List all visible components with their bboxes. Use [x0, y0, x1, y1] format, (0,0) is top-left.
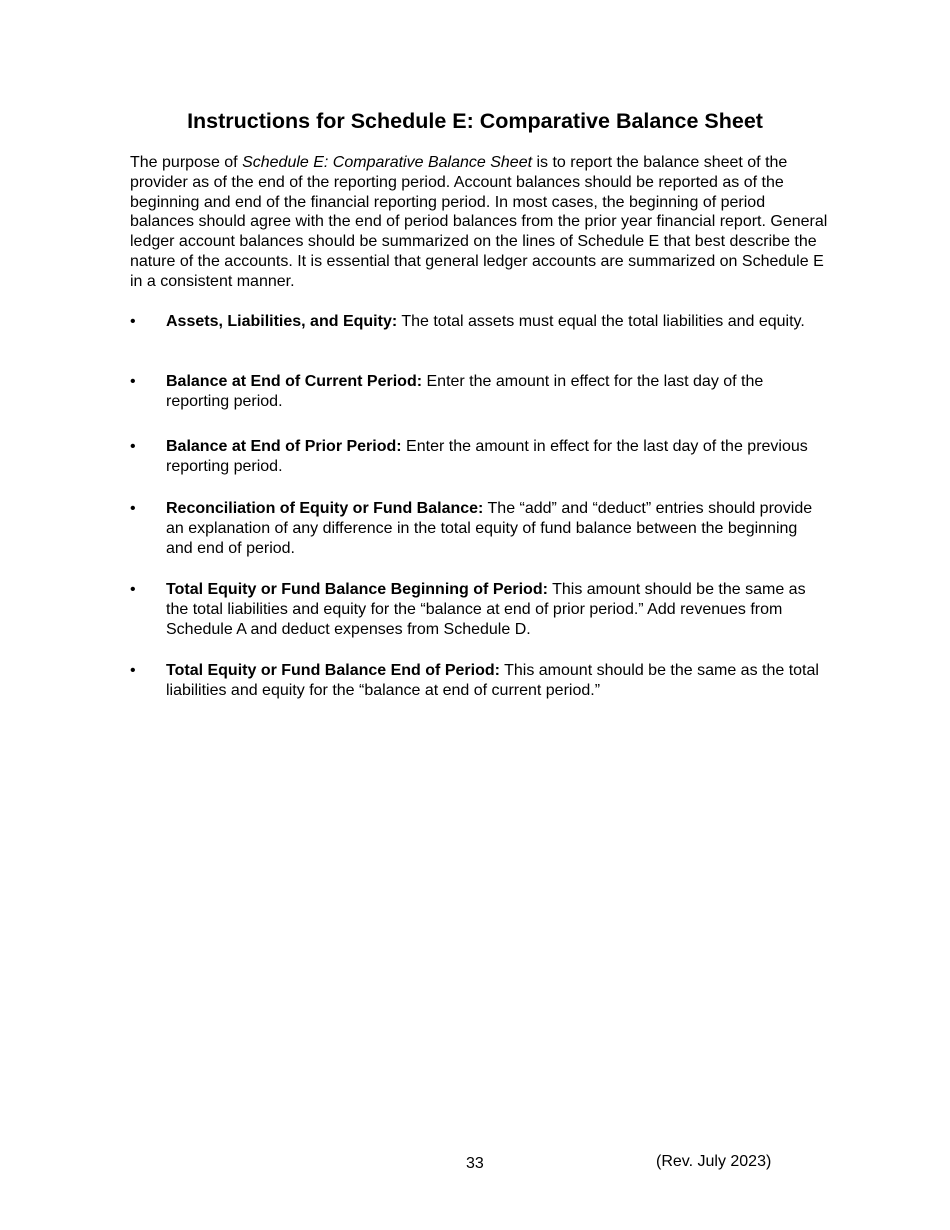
- list-item-term: Total Equity or Fund Balance Beginning of Period:: [166, 581, 548, 598]
- list-item-description: Enter the amount in effect for the last day of the previous reporting period.: [166, 438, 808, 475]
- intro-body: is to report the balance sheet of the provider as of the end of the reporting period. Account balances should be reported as of the beginning and end of the financial reporting period. In most cases, the beginning of period balances should agree with the end of period balances from the prior year financial report. General ledger account balances should be summarized on the lines of Schedule E that best describe the nature of the accounts. It is essential that general ledger accounts are summarized on Schedule E in a consistent manner.: [130, 154, 828, 290]
- list-item-text: [166, 312, 820, 332]
- intro-schedule-name: Schedule E: Comparative Balance Sheet: [242, 154, 533, 171]
- list-item-term: Total Equity or Fund Balance End of Period:: [166, 662, 500, 679]
- intro-prefix: The purpose of: [130, 154, 243, 171]
- list-item-description: This amount should be the same as the total liabilities and equity for the “balance at end of prior period.” Add revenues from Schedule A and deduct expenses from Schedule D.: [166, 581, 806, 638]
- bullet-icon: •: [130, 500, 136, 517]
- page-title: Instructions for Schedule E: Comparative Balance Sheet: [187, 109, 763, 133]
- list-item-text: [166, 437, 820, 477]
- list-item-description: The total assets must equal the total liabilities and equity.: [397, 313, 805, 330]
- list-item-term: Balance at End of Current Period:: [166, 373, 423, 390]
- list-item-term: Reconciliation of Equity or Fund Balance:: [166, 500, 484, 517]
- bullet-icon: •: [130, 438, 136, 455]
- bullet-icon: •: [130, 373, 136, 390]
- revision-date: (Rev. July 2023): [656, 1153, 772, 1170]
- list-item-description: Enter the amount in effect for the last day of the reporting period.: [166, 373, 764, 410]
- page-number: 33: [466, 1155, 484, 1172]
- intro-paragraph: [130, 153, 830, 292]
- list-item-text: [166, 661, 820, 701]
- list-item-text: [166, 499, 820, 558]
- list-item-text: [166, 580, 820, 639]
- list-item-term: Assets, Liabilities, and Equity:: [166, 313, 398, 330]
- list-item-term: Balance at End of Prior Period:: [166, 438, 402, 455]
- list-item-description: This amount should be the same as the total liabilities and equity for the “balance at end of current period.”: [166, 662, 819, 699]
- bullet-icon: •: [130, 313, 136, 330]
- bullet-icon: •: [130, 662, 136, 679]
- bullet-icon: •: [130, 581, 136, 598]
- list-item-description: The “add” and “deduct” entries should provide an explanation of any difference in the total equity of fund balance between the beginning and end of period.: [166, 500, 813, 557]
- list-item-text: [166, 372, 820, 412]
